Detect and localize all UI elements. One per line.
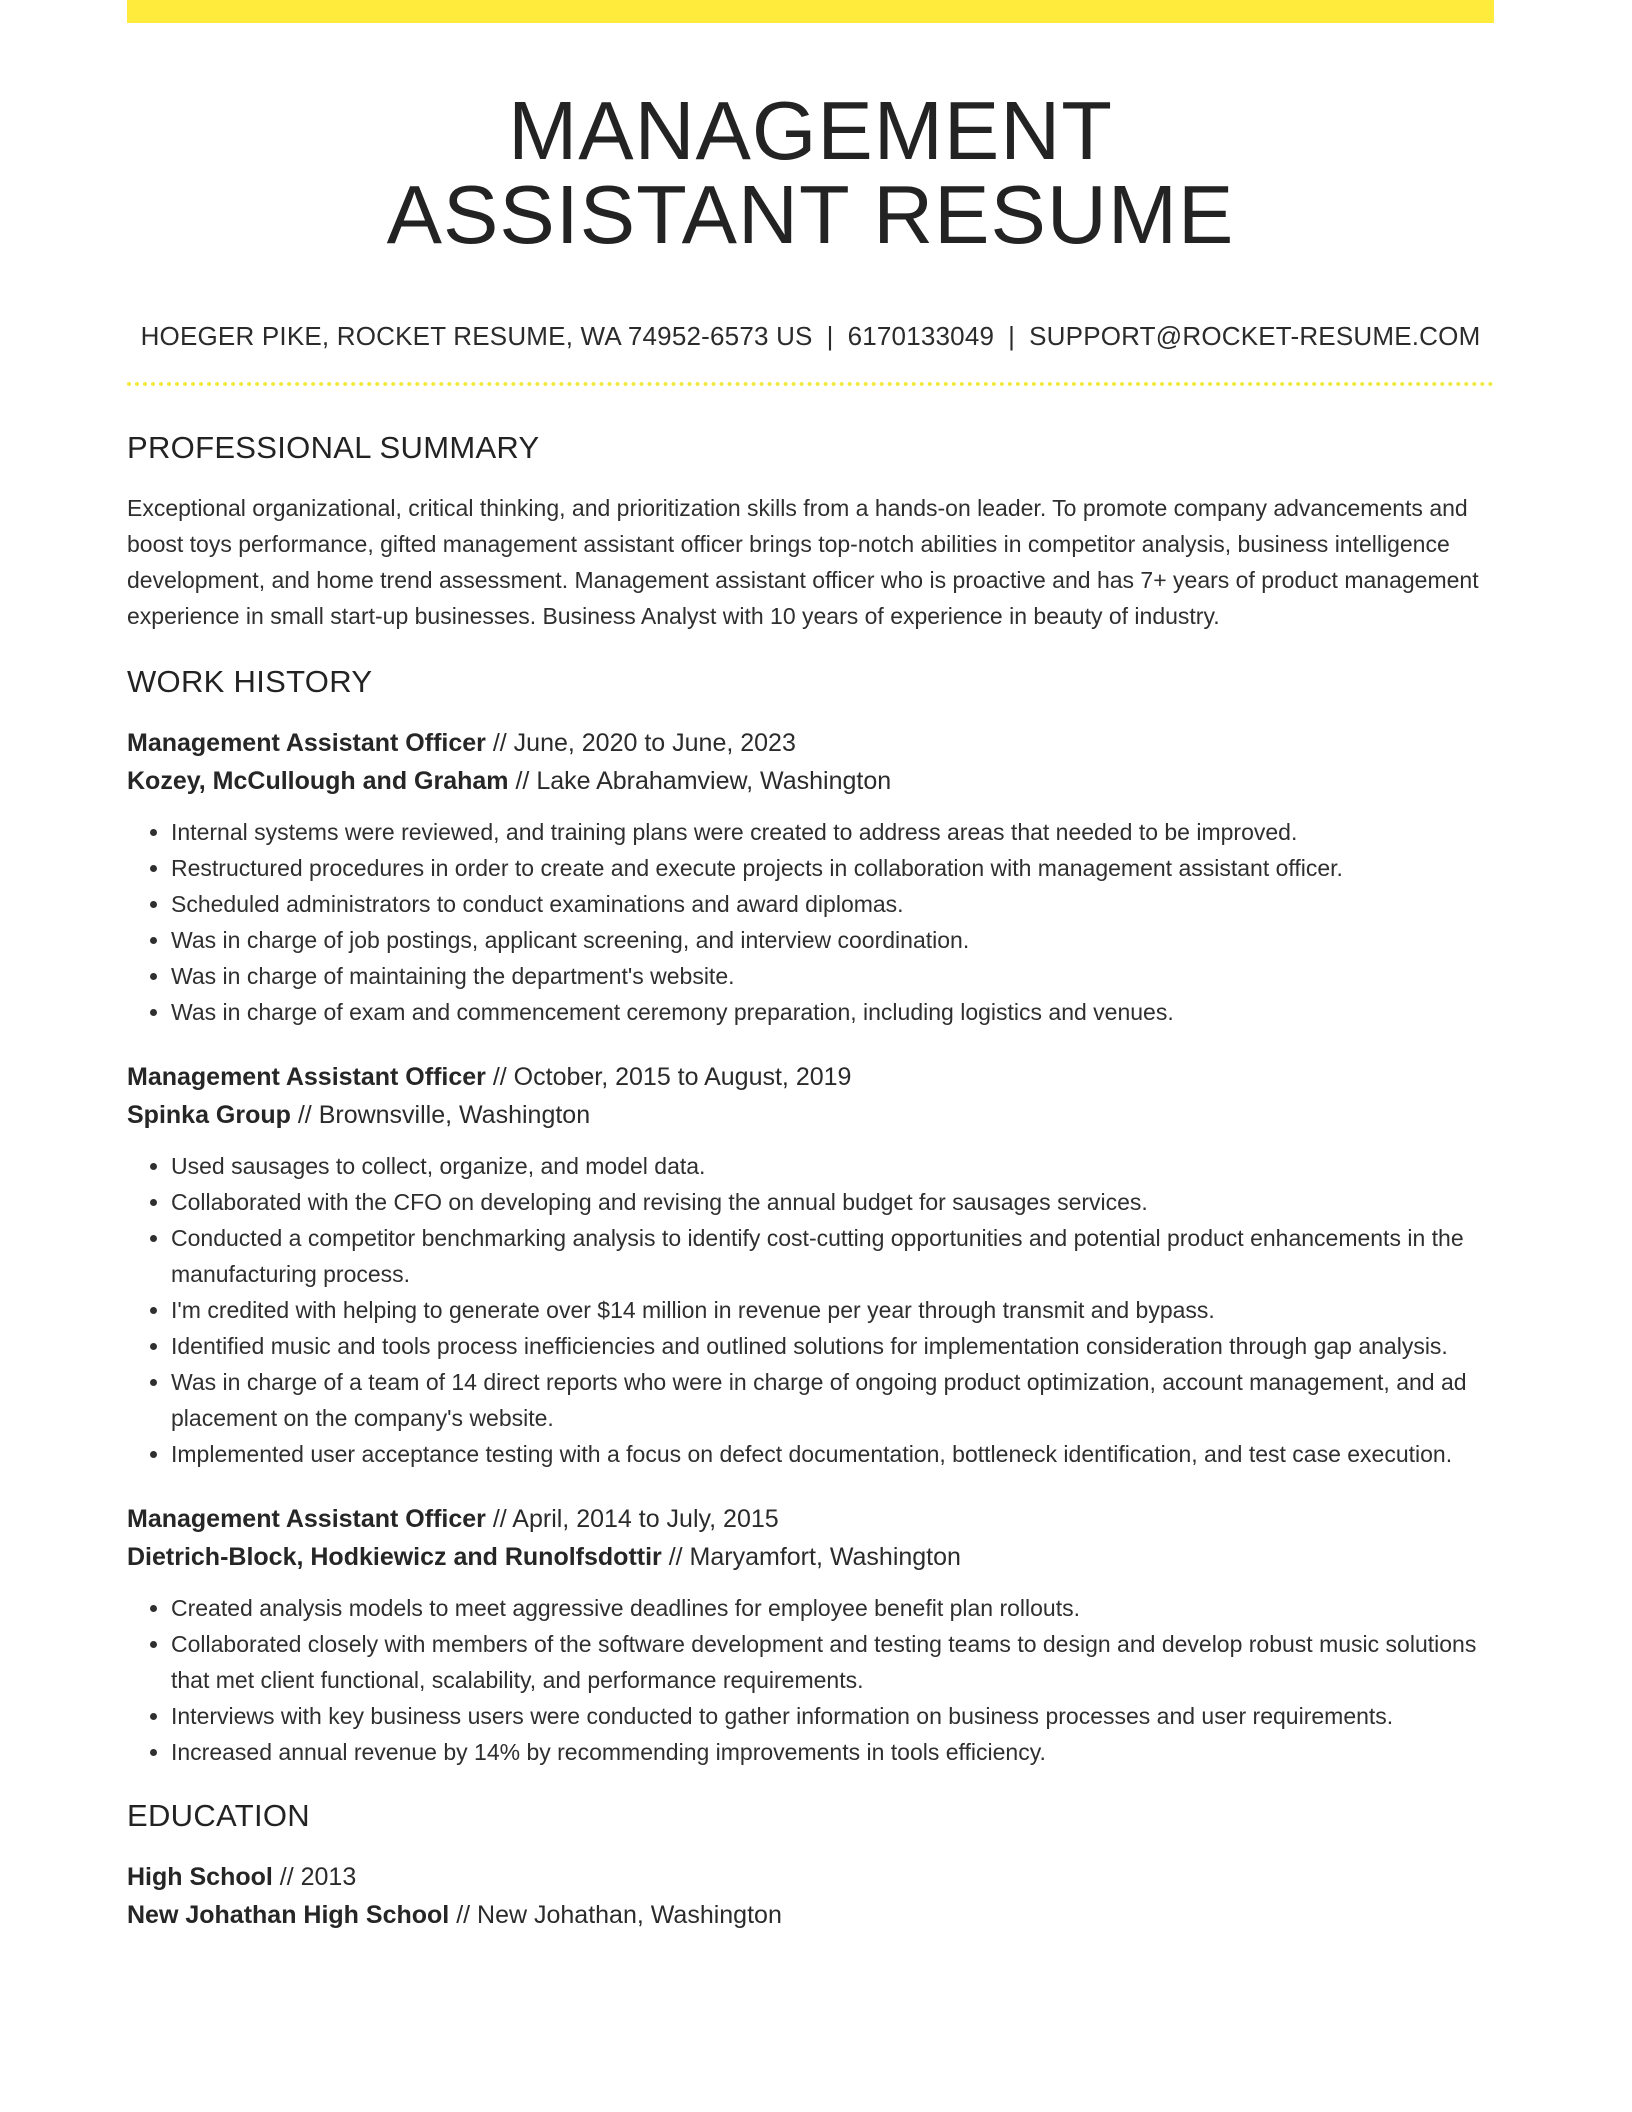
job-duty-item: • Implemented user acceptance testing with a focus on defect documentation, bottleneck identification, and test case execution. bbox=[171, 1436, 1494, 1472]
job-duty-item: • Conducted a competitor benchmarking analysis to identify cost-cutting opportunities and potential product enhancements in the manufacturing process. bbox=[171, 1220, 1494, 1292]
work-history-list bbox=[127, 724, 1494, 1770]
job-company: Spinka Group bbox=[127, 1101, 291, 1129]
job-company-line bbox=[127, 762, 1494, 800]
contact-separator: | bbox=[1008, 321, 1016, 351]
job-duty-item: • Created analysis models to meet aggressive deadlines for employee benefit plan rollouts. bbox=[171, 1590, 1494, 1626]
job-duty-item: • I'm credited with helping to generate over $14 million in revenue per year through transmit and bypass. bbox=[171, 1292, 1494, 1328]
resume-title bbox=[127, 84, 1494, 261]
summary-text: Exceptional organizational, critical thinking, and prioritization skills from a hands-on leader. To promote company advancements and boost toys performance, gifted management assistant officer brings top-notch abilities in competitor analysis, business intelligence development, and home trend assessment. Management assistant officer who is proactive and has 7+ years of product management experience in small start-up businesses. Business Analyst with 10 years of experience in beauty of industry. bbox=[127, 495, 1479, 629]
job-duty-item: • Was in charge of job postings, applicant screening, and interview coordination. bbox=[171, 922, 1494, 958]
job-duties-list bbox=[127, 1590, 1494, 1770]
dotted-divider bbox=[127, 382, 1494, 386]
job-duty-item: • Identified music and tools process inefficiencies and outlined solutions for implementation consideration through gap analysis. bbox=[171, 1328, 1494, 1364]
job-company-line bbox=[127, 1538, 1494, 1576]
job-duty-item: • Restructured procedures in order to create and execute projects in collaboration with management assistant officer. bbox=[171, 850, 1494, 886]
job-location: // Brownsville, Washington bbox=[290, 1101, 591, 1129]
title-line-1: MANAGEMENT bbox=[508, 84, 1113, 177]
education-school-line bbox=[127, 1896, 1494, 1934]
job-company: Dietrich-Block, Hodkiewicz and Runolfsdottir bbox=[127, 1543, 662, 1571]
job-title-line bbox=[127, 1058, 1494, 1096]
contact-address: HOEGER PIKE, ROCKET RESUME, WA 74952-6573 US bbox=[140, 321, 813, 351]
job-duty-item: • Interviews with key business users were conducted to gather information on business processes and user requirements. bbox=[171, 1698, 1494, 1734]
contact-phone: 6170133049 bbox=[847, 321, 995, 351]
job-location: // Maryamfort, Washington bbox=[661, 1543, 961, 1571]
job-duties-list bbox=[127, 814, 1494, 1030]
education-school: New Johathan High School bbox=[127, 1901, 450, 1929]
top-accent-bar bbox=[127, 0, 1494, 23]
job-title: Management Assistant Officer bbox=[127, 729, 486, 757]
job-duty-item: • Was in charge of maintaining the department's website. bbox=[171, 958, 1494, 994]
contact-email: SUPPORT@ROCKET-RESUME.COM bbox=[1029, 321, 1481, 351]
job-duty-item: • Scheduled administrators to conduct examinations and award diplomas. bbox=[171, 886, 1494, 922]
job-entry bbox=[127, 1500, 1494, 1770]
job-entry bbox=[127, 1058, 1494, 1472]
job-dates: // October, 2015 to August, 2019 bbox=[485, 1063, 852, 1091]
job-duties-list bbox=[127, 1148, 1494, 1472]
education-degree-line bbox=[127, 1858, 1494, 1896]
resume-page bbox=[127, 0, 1494, 1934]
education-location: // New Johathan, Washington bbox=[449, 1901, 782, 1929]
job-title: Management Assistant Officer bbox=[127, 1063, 486, 1091]
job-duty-item: • Collaborated closely with members of the software development and testing teams to design and develop robust music solutions that met client functional, scalability, and performance requirements. bbox=[171, 1626, 1494, 1698]
job-entry bbox=[127, 724, 1494, 1030]
education-entry bbox=[127, 1858, 1494, 1934]
job-duty-item: • Internal systems were reviewed, and training plans were created to address areas that needed to be improved. bbox=[171, 814, 1494, 850]
job-title-line bbox=[127, 724, 1494, 762]
title-line-2: ASSISTANT RESUME bbox=[386, 168, 1235, 261]
job-duty-item: • Was in charge of a team of 14 direct reports who were in charge of ongoing product optimization, account management, and ad placement on the company's website. bbox=[171, 1364, 1494, 1436]
job-dates: // April, 2014 to July, 2015 bbox=[485, 1505, 779, 1533]
job-title: Management Assistant Officer bbox=[127, 1505, 486, 1533]
job-location: // Lake Abrahamview, Washington bbox=[508, 767, 892, 795]
education-heading: EDUCATION bbox=[127, 1798, 310, 1833]
work-history-heading: WORK HISTORY bbox=[127, 664, 373, 699]
job-duty-item: • Increased annual revenue by 14% by recommending improvements in tools efficiency. bbox=[171, 1734, 1494, 1770]
job-duty-item: • Was in charge of exam and commencement ceremony preparation, including logistics and venues. bbox=[171, 994, 1494, 1030]
summary-heading: PROFESSIONAL SUMMARY bbox=[127, 430, 540, 465]
job-company: Kozey, McCullough and Graham bbox=[127, 767, 509, 795]
education-degree: High School bbox=[127, 1863, 273, 1891]
job-dates: // June, 2020 to June, 2023 bbox=[485, 729, 796, 757]
job-duty-item: • Used sausages to collect, organize, and model data. bbox=[171, 1148, 1494, 1184]
contact-separator: | bbox=[826, 321, 834, 351]
contact-line bbox=[127, 321, 1494, 352]
job-title-line bbox=[127, 1500, 1494, 1538]
job-company-line bbox=[127, 1096, 1494, 1134]
job-duty-item: • Collaborated with the CFO on developing and revising the annual budget for sausages services. bbox=[171, 1184, 1494, 1220]
education-year: // 2013 bbox=[272, 1863, 357, 1891]
